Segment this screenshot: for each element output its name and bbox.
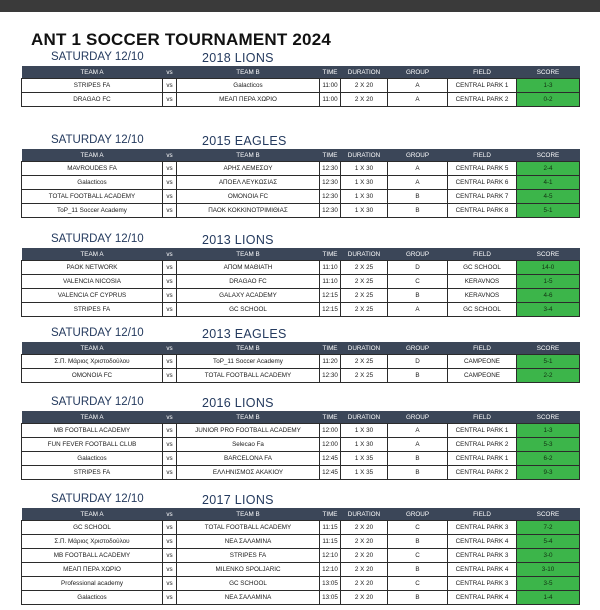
column-header-field: FIELD — [448, 508, 517, 521]
match-table — [21, 411, 580, 480]
section-heading — [21, 327, 579, 342]
column-header-duration: DURATION — [341, 149, 388, 162]
cell-score: 5-1 — [517, 355, 580, 369]
cell-score: 1-3 — [517, 424, 580, 438]
cell-time: 12:00 — [320, 438, 341, 452]
cell-group: D — [388, 355, 448, 369]
table-row — [22, 438, 580, 452]
cell-vs: vs — [163, 303, 177, 317]
schedule-section — [21, 327, 579, 383]
column-header-time: TIME — [320, 66, 341, 79]
table-row — [22, 176, 580, 190]
cell-score: 7-2 — [517, 521, 580, 535]
cell-vs: vs — [163, 275, 177, 289]
cell-field: KERAVNOS — [448, 289, 517, 303]
cell-group: B — [388, 591, 448, 605]
match-table — [21, 66, 580, 107]
column-header-team-a: TEAM A — [22, 66, 163, 79]
cell-score: 5-4 — [517, 535, 580, 549]
match-table — [21, 508, 580, 605]
cell-vs: vs — [163, 176, 177, 190]
cell-vs: vs — [163, 563, 177, 577]
cell-team-b: BARCELONA FA — [177, 452, 320, 466]
cell-duration: 1 X 30 — [341, 438, 388, 452]
cell-score: 9-3 — [517, 466, 580, 480]
cell-team-a: VALENCIA NICOSIA — [22, 275, 163, 289]
cell-duration: 2 X 25 — [341, 289, 388, 303]
column-header-score: SCORE — [517, 149, 580, 162]
cell-field: CAMPEONE — [448, 369, 517, 383]
cell-team-a: STRIPES FA — [22, 466, 163, 480]
cell-team-b: TOTAL FOOTBALL ACADEMY — [177, 369, 320, 383]
cell-time: 12:30 — [320, 204, 341, 218]
table-row — [22, 549, 580, 563]
column-header-vs: vs — [163, 342, 177, 355]
cell-team-b: ΜΕΑΠ ΠΕΡΑ ΧΩΡΙΟ — [177, 93, 320, 107]
cell-group: B — [388, 563, 448, 577]
cell-vs: vs — [163, 591, 177, 605]
table-row — [22, 369, 580, 383]
column-header-field: FIELD — [448, 411, 517, 424]
cell-group: D — [388, 261, 448, 275]
cell-field: CENTRAL PARK 2 — [448, 93, 517, 107]
cell-time: 11:10 — [320, 261, 341, 275]
column-header-field: FIELD — [448, 149, 517, 162]
table-row — [22, 275, 580, 289]
column-header-group: GROUP — [388, 248, 448, 261]
column-header-group: GROUP — [388, 508, 448, 521]
column-header-duration: DURATION — [341, 66, 388, 79]
cell-vs: vs — [163, 204, 177, 218]
cell-score: 4-6 — [517, 289, 580, 303]
cell-field: CENTRAL PARK 1 — [448, 452, 517, 466]
column-header-duration: DURATION — [341, 411, 388, 424]
cell-group: B — [388, 466, 448, 480]
table-header-row — [22, 411, 580, 424]
column-header-time: TIME — [320, 411, 341, 424]
section-day: SATURDAY 12/10 — [51, 493, 144, 505]
cell-score: 3-4 — [517, 303, 580, 317]
cell-team-a: ToP_11 Soccer Academy — [22, 204, 163, 218]
cell-team-b: ΑΡΗΣ ΛΕΜΕΣΟΥ — [177, 162, 320, 176]
cell-time: 11:15 — [320, 535, 341, 549]
section-category: 2016 LIONS — [202, 396, 274, 410]
cell-duration: 1 X 35 — [341, 452, 388, 466]
cell-duration: 2 X 20 — [341, 93, 388, 107]
cell-group: A — [388, 162, 448, 176]
cell-duration: 1 X 30 — [341, 190, 388, 204]
cell-score: 3-0 — [517, 549, 580, 563]
schedule-section — [21, 396, 579, 480]
section-day: SATURDAY 12/10 — [51, 51, 144, 63]
column-header-score: SCORE — [517, 342, 580, 355]
column-header-team-b: TEAM B — [177, 342, 320, 355]
cell-team-a: MB FOOTBALL ACADEMY — [22, 549, 163, 563]
schedule-section — [21, 233, 579, 317]
table-row — [22, 190, 580, 204]
cell-score: 3-10 — [517, 563, 580, 577]
column-header-team-b: TEAM B — [177, 411, 320, 424]
cell-time: 12:30 — [320, 176, 341, 190]
column-header-team-a: TEAM A — [22, 508, 163, 521]
cell-group: A — [388, 303, 448, 317]
column-header-score: SCORE — [517, 66, 580, 79]
cell-time: 12:45 — [320, 452, 341, 466]
cell-team-b: ΕΛΛΗΝΙΣΜΟΣ ΑΚΑΚΙΟΥ — [177, 466, 320, 480]
cell-team-b: OMONOIA FC — [177, 190, 320, 204]
cell-field: GC SCHOOL — [448, 261, 517, 275]
cell-vs: vs — [163, 521, 177, 535]
cell-field: CENTRAL PARK 4 — [448, 591, 517, 605]
cell-vs: vs — [163, 535, 177, 549]
cell-field: CENTRAL PARK 4 — [448, 563, 517, 577]
cell-time: 11:20 — [320, 355, 341, 369]
cell-field: KERAVNOS — [448, 275, 517, 289]
cell-team-a: PAOK NETWORK — [22, 261, 163, 275]
cell-time: 12:15 — [320, 303, 341, 317]
cell-field: CENTRAL PARK 4 — [448, 535, 517, 549]
schedule-section — [21, 134, 579, 218]
section-day: SATURDAY 12/10 — [51, 233, 144, 245]
column-header-score: SCORE — [517, 508, 580, 521]
cell-team-a: TOTAL FOOTBALL ACADEMY — [22, 190, 163, 204]
cell-team-b: GC SCHOOL — [177, 577, 320, 591]
cell-duration: 2 X 25 — [341, 369, 388, 383]
cell-team-b: ΑΠΟΜ ΜΑΘΙΑΤΗ — [177, 261, 320, 275]
cell-team-b: ΝΕΑ ΣΑΛΑΜΙΝΑ — [177, 535, 320, 549]
cell-group: A — [388, 424, 448, 438]
column-header-team-b: TEAM B — [177, 66, 320, 79]
column-header-team-b: TEAM B — [177, 248, 320, 261]
cell-duration: 2 X 25 — [341, 275, 388, 289]
table-row — [22, 424, 580, 438]
table-row — [22, 591, 580, 605]
cell-vs: vs — [163, 452, 177, 466]
cell-duration: 2 X 20 — [341, 549, 388, 563]
cell-score: 4-1 — [517, 176, 580, 190]
cell-group: C — [388, 521, 448, 535]
section-category: 2018 LIONS — [202, 51, 274, 65]
section-day: SATURDAY 12/10 — [51, 134, 144, 146]
column-header-time: TIME — [320, 342, 341, 355]
cell-field: CENTRAL PARK 2 — [448, 466, 517, 480]
cell-duration: 2 X 20 — [341, 535, 388, 549]
cell-vs: vs — [163, 577, 177, 591]
table-row — [22, 93, 580, 107]
cell-team-a: MB FOOTBALL ACADEMY — [22, 424, 163, 438]
cell-duration: 2 X 25 — [341, 355, 388, 369]
cell-field: CENTRAL PARK 2 — [448, 438, 517, 452]
cell-team-b: DRAGAO FC — [177, 275, 320, 289]
cell-field: CENTRAL PARK 6 — [448, 176, 517, 190]
column-header-duration: DURATION — [341, 248, 388, 261]
cell-team-a: ΜΕΑΠ ΠΕΡΑ ΧΩΡΙΟ — [22, 563, 163, 577]
cell-team-b: ΑΠΟΕΛ ΛΕΥΚΩΣΙΑΣ — [177, 176, 320, 190]
cell-time: 12:30 — [320, 369, 341, 383]
cell-group: A — [388, 176, 448, 190]
column-header-group: GROUP — [388, 411, 448, 424]
table-header-row — [22, 342, 580, 355]
cell-time: 12:10 — [320, 549, 341, 563]
cell-field: CENTRAL PARK 5 — [448, 162, 517, 176]
cell-vs: vs — [163, 190, 177, 204]
cell-group: A — [388, 79, 448, 93]
cell-team-a: STRIPES FA — [22, 79, 163, 93]
cell-group: A — [388, 93, 448, 107]
cell-duration: 2 X 20 — [341, 521, 388, 535]
match-table — [21, 149, 580, 218]
cell-score: 5-3 — [517, 438, 580, 452]
cell-team-b: Selecao Fa — [177, 438, 320, 452]
column-header-team-a: TEAM A — [22, 342, 163, 355]
cell-time: 11:00 — [320, 79, 341, 93]
section-category: 2017 LIONS — [202, 493, 274, 507]
cell-duration: 1 X 30 — [341, 204, 388, 218]
cell-group: B — [388, 369, 448, 383]
cell-group: B — [388, 289, 448, 303]
cell-team-a: Σ.Π. Μάριος Χριστοδούλου — [22, 355, 163, 369]
cell-time: 12:30 — [320, 162, 341, 176]
table-row — [22, 162, 580, 176]
cell-field: CENTRAL PARK 7 — [448, 190, 517, 204]
column-header-team-b: TEAM B — [177, 149, 320, 162]
column-header-team-a: TEAM A — [22, 411, 163, 424]
table-row — [22, 204, 580, 218]
cell-group: B — [388, 452, 448, 466]
section-day: SATURDAY 12/10 — [51, 327, 144, 339]
cell-vs: vs — [163, 289, 177, 303]
cell-group: B — [388, 190, 448, 204]
cell-time: 13:05 — [320, 577, 341, 591]
cell-score: 14-0 — [517, 261, 580, 275]
column-header-team-a: TEAM A — [22, 248, 163, 261]
cell-score: 1-3 — [517, 79, 580, 93]
cell-time: 13:05 — [320, 591, 341, 605]
table-header-row — [22, 149, 580, 162]
section-day: SATURDAY 12/10 — [51, 396, 144, 408]
cell-time: 12:45 — [320, 466, 341, 480]
cell-time: 11:00 — [320, 93, 341, 107]
cell-duration: 1 X 30 — [341, 424, 388, 438]
cell-score: 2-4 — [517, 162, 580, 176]
cell-field: CENTRAL PARK 3 — [448, 577, 517, 591]
cell-team-b: ΝΕΑ ΣΑΛΑΜΙΝΑ — [177, 591, 320, 605]
column-header-group: GROUP — [388, 66, 448, 79]
column-header-duration: DURATION — [341, 342, 388, 355]
match-table — [21, 342, 580, 383]
cell-team-b: TOTAL FOOTBALL ACADEMY — [177, 521, 320, 535]
cell-group: C — [388, 275, 448, 289]
cell-duration: 2 X 25 — [341, 261, 388, 275]
cell-team-a: OMONOIA FC — [22, 369, 163, 383]
cell-score: 1-5 — [517, 275, 580, 289]
cell-vs: vs — [163, 438, 177, 452]
cell-group: B — [388, 204, 448, 218]
cell-team-b: GALAXY ACADEMY — [177, 289, 320, 303]
cell-time: 12:00 — [320, 424, 341, 438]
page-title: ANT 1 SOCCER TOURNAMENT 2024 — [31, 30, 332, 49]
cell-field: CAMPEONE — [448, 355, 517, 369]
cell-vs: vs — [163, 162, 177, 176]
schedule-section — [21, 51, 579, 107]
cell-group: C — [388, 549, 448, 563]
cell-field: CENTRAL PARK 8 — [448, 204, 517, 218]
section-heading — [21, 51, 579, 66]
table-header-row — [22, 508, 580, 521]
cell-team-b: ToP_11 Soccer Academy — [177, 355, 320, 369]
cell-team-a: MAVROUDES FA — [22, 162, 163, 176]
cell-field: CENTRAL PARK 1 — [448, 79, 517, 93]
cell-vs: vs — [163, 93, 177, 107]
table-row — [22, 79, 580, 93]
table-row — [22, 466, 580, 480]
table-row — [22, 303, 580, 317]
table-row — [22, 289, 580, 303]
cell-team-a: STRIPES FA — [22, 303, 163, 317]
cell-score: 6-2 — [517, 452, 580, 466]
table-header-row — [22, 248, 580, 261]
table-row — [22, 563, 580, 577]
section-heading — [21, 134, 579, 149]
cell-team-b: JUNIOR PRO FOOTBALL ACADEMY — [177, 424, 320, 438]
table-header-row — [22, 66, 580, 79]
cell-group: C — [388, 577, 448, 591]
cell-vs: vs — [163, 424, 177, 438]
cell-vs: vs — [163, 466, 177, 480]
column-header-score: SCORE — [517, 248, 580, 261]
column-header-team-b: TEAM B — [177, 508, 320, 521]
cell-score: 5-1 — [517, 204, 580, 218]
section-category: 2015 EAGLES — [202, 134, 287, 148]
table-row — [22, 521, 580, 535]
cell-duration: 1 X 30 — [341, 176, 388, 190]
cell-field: CENTRAL PARK 3 — [448, 549, 517, 563]
cell-time: 11:10 — [320, 275, 341, 289]
cell-duration: 2 X 25 — [341, 303, 388, 317]
cell-group: B — [388, 535, 448, 549]
cell-team-b: GC SCHOOL — [177, 303, 320, 317]
cell-duration: 2 X 20 — [341, 577, 388, 591]
cell-duration: 2 X 20 — [341, 79, 388, 93]
cell-team-b: STRIPES FA — [177, 549, 320, 563]
column-header-vs: vs — [163, 149, 177, 162]
section-category: 2013 LIONS — [202, 233, 274, 247]
section-heading — [21, 396, 579, 411]
cell-score: 2-2 — [517, 369, 580, 383]
cell-vs: vs — [163, 79, 177, 93]
column-header-vs: vs — [163, 508, 177, 521]
cell-team-b: ΠΑΟΚ ΚΟΚΚΙΝΟΤΡΙΜΙΘΙΑΣ — [177, 204, 320, 218]
match-table — [21, 248, 580, 317]
cell-field: CENTRAL PARK 1 — [448, 424, 517, 438]
cell-duration: 2 X 20 — [341, 591, 388, 605]
column-header-score: SCORE — [517, 411, 580, 424]
cell-score: 1-4 — [517, 591, 580, 605]
column-header-vs: vs — [163, 411, 177, 424]
cell-team-a: Professional academy — [22, 577, 163, 591]
cell-team-a: Galacticos — [22, 591, 163, 605]
cell-team-a: FUN FEVER FOOTBALL CLUB — [22, 438, 163, 452]
column-header-vs: vs — [163, 66, 177, 79]
cell-team-a: Σ.Π. Μάριος Χριστοδούλου — [22, 535, 163, 549]
column-header-field: FIELD — [448, 66, 517, 79]
table-row — [22, 577, 580, 591]
cell-vs: vs — [163, 369, 177, 383]
cell-score: 0-2 — [517, 93, 580, 107]
cell-vs: vs — [163, 261, 177, 275]
cell-field: GC SCHOOL — [448, 303, 517, 317]
cell-team-b: Galacticos — [177, 79, 320, 93]
table-row — [22, 355, 580, 369]
cell-team-a: Galacticos — [22, 176, 163, 190]
column-header-time: TIME — [320, 508, 341, 521]
column-header-field: FIELD — [448, 248, 517, 261]
cell-group: A — [388, 438, 448, 452]
schedule-section — [21, 493, 579, 605]
cell-team-a: GC SCHOOL — [22, 521, 163, 535]
cell-team-a: Galacticos — [22, 452, 163, 466]
cell-time: 12:10 — [320, 563, 341, 577]
column-header-time: TIME — [320, 149, 341, 162]
column-header-group: GROUP — [388, 149, 448, 162]
cell-team-a: DRAGAO FC — [22, 93, 163, 107]
cell-time: 12:30 — [320, 190, 341, 204]
cell-score: 4-5 — [517, 190, 580, 204]
cell-duration: 2 X 20 — [341, 563, 388, 577]
section-heading — [21, 233, 579, 248]
cell-vs: vs — [163, 549, 177, 563]
column-header-field: FIELD — [448, 342, 517, 355]
cell-field: CENTRAL PARK 3 — [448, 521, 517, 535]
section-heading — [21, 493, 579, 508]
column-header-team-a: TEAM A — [22, 149, 163, 162]
cell-score: 3-5 — [517, 577, 580, 591]
cell-time: 11:15 — [320, 521, 341, 535]
cell-team-a: VALENCIA CF CYPRUS — [22, 289, 163, 303]
table-row — [22, 261, 580, 275]
column-header-group: GROUP — [388, 342, 448, 355]
cell-time: 12:15 — [320, 289, 341, 303]
cell-vs: vs — [163, 355, 177, 369]
column-header-duration: DURATION — [341, 508, 388, 521]
section-category: 2013 EAGLES — [202, 327, 287, 341]
cell-duration: 1 X 30 — [341, 162, 388, 176]
table-row — [22, 535, 580, 549]
table-row — [22, 452, 580, 466]
cell-duration: 1 X 35 — [341, 466, 388, 480]
column-header-vs: vs — [163, 248, 177, 261]
cell-team-b: MILENKO SPOLJARIC — [177, 563, 320, 577]
column-header-time: TIME — [320, 248, 341, 261]
